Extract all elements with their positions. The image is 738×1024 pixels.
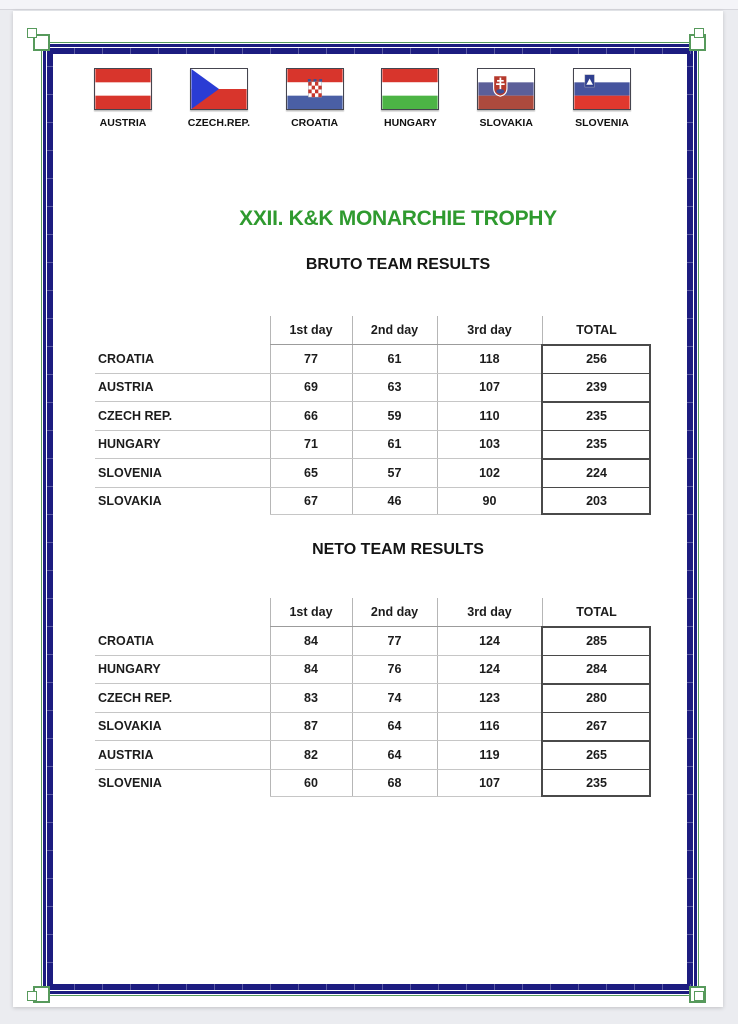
total-score: 285 <box>586 633 607 648</box>
table-header-row <box>95 598 651 626</box>
total-score: 239 <box>586 380 607 395</box>
team-name: CZECH REP. <box>98 690 173 705</box>
day3-score: 124 <box>479 662 500 677</box>
column-header: 3rd day <box>467 605 512 619</box>
flag-label: SLOVAKIA <box>479 117 533 129</box>
total-score: 267 <box>586 719 607 734</box>
team-name: HUNGARY <box>98 662 161 677</box>
austria-flag-icon <box>94 68 152 110</box>
team-name: CROATIA <box>98 351 155 366</box>
flag-label: SLOVENIA <box>575 117 629 129</box>
slovenia-flag-icon <box>573 68 631 110</box>
column-header: TOTAL <box>576 323 617 337</box>
day2-score: 77 <box>387 633 402 648</box>
day1-score: 69 <box>304 380 318 395</box>
day1-score: 77 <box>304 351 318 366</box>
neto-section-heading: NETO TEAM RESULTS <box>312 541 484 558</box>
day3-score: 102 <box>479 465 500 480</box>
column-header: 1st day <box>289 605 333 619</box>
day1-score: 67 <box>304 494 318 509</box>
day2-score: 76 <box>387 662 402 677</box>
table-row <box>95 769 651 798</box>
table-row <box>95 487 651 516</box>
day1-score: 87 <box>304 719 318 734</box>
flag-label: HUNGARY <box>384 117 437 129</box>
flag-item-croatia <box>284 68 346 129</box>
day2-score: 64 <box>387 719 402 734</box>
column-header: 2nd day <box>370 323 419 337</box>
table-row <box>95 684 651 713</box>
neto-results-table <box>95 598 651 797</box>
bruto-section-heading: BRUTO TEAM RESULTS <box>305 256 491 273</box>
day1-score: 65 <box>304 465 318 480</box>
column-header: 3rd day <box>467 323 512 337</box>
table-row <box>95 402 651 431</box>
day2-score: 61 <box>387 351 402 366</box>
day2-score: 61 <box>387 437 402 452</box>
day3-score: 118 <box>479 351 500 366</box>
day3-score: 103 <box>479 437 500 452</box>
total-score: 256 <box>586 351 607 366</box>
team-name: SLOVAKIA <box>98 719 162 734</box>
total-score: 280 <box>586 690 607 705</box>
document-page <box>13 11 723 1007</box>
total-score: 235 <box>586 408 607 423</box>
team-name: AUSTRIA <box>98 380 154 395</box>
day2-score: 64 <box>387 747 402 762</box>
flag-item-slovakia <box>475 68 537 129</box>
total-score: 265 <box>586 747 607 762</box>
flag-label: AUSTRIA <box>99 117 147 129</box>
total-score: 203 <box>586 494 607 509</box>
flag-item-austria <box>92 68 154 129</box>
day1-score: 71 <box>304 437 318 452</box>
day3-score: 123 <box>479 690 500 705</box>
total-score: 235 <box>586 437 607 452</box>
day1-score: 82 <box>304 747 318 762</box>
table-row <box>95 712 651 741</box>
page-title: XXII. K&K MONARCHIE TROPHY <box>239 207 557 230</box>
total-score: 235 <box>586 776 607 791</box>
day3-score: 107 <box>479 380 500 395</box>
team-name: HUNGARY <box>98 437 161 452</box>
flags-row <box>92 68 633 129</box>
team-name: SLOVAKIA <box>98 494 162 509</box>
day1-score: 83 <box>304 690 318 705</box>
day3-score: 119 <box>479 747 500 762</box>
team-name: SLOVENIA <box>98 776 162 791</box>
slovakia-flag-icon <box>477 68 535 110</box>
day1-score: 84 <box>304 633 318 648</box>
column-header: 1st day <box>289 323 333 337</box>
total-score: 284 <box>586 662 607 677</box>
day2-score: 57 <box>387 465 402 480</box>
table-row <box>95 627 651 656</box>
day3-score: 107 <box>479 776 500 791</box>
day2-score: 63 <box>387 380 402 395</box>
day2-score: 59 <box>387 408 402 423</box>
viewer-top-strip <box>0 0 738 10</box>
page-border-frame <box>41 42 699 996</box>
total-score: 224 <box>586 465 607 480</box>
day2-score: 74 <box>387 690 402 705</box>
hungary-flag-icon <box>381 68 439 110</box>
table-header-row <box>95 316 651 344</box>
team-name: AUSTRIA <box>98 747 154 762</box>
day1-score: 60 <box>304 776 318 791</box>
bruto-results-table <box>95 316 651 515</box>
day3-score: 110 <box>479 408 500 423</box>
croatia-flag-icon <box>286 68 344 110</box>
team-name: SLOVENIA <box>98 465 162 480</box>
day2-score: 46 <box>387 494 402 509</box>
table-row <box>95 459 651 488</box>
team-name: CZECH REP. <box>98 408 173 423</box>
flag-item-hungary <box>379 68 441 129</box>
flag-label: CZECH.REP. <box>187 117 251 129</box>
flag-item-slovenia <box>571 68 633 129</box>
table-row <box>95 430 651 459</box>
column-header: TOTAL <box>576 605 617 619</box>
czech-republic-flag-icon <box>190 68 248 110</box>
day1-score: 84 <box>304 662 318 677</box>
table-row <box>95 655 651 684</box>
day2-score: 68 <box>387 776 402 791</box>
column-header: 2nd day <box>370 605 419 619</box>
table-row <box>95 373 651 402</box>
team-name: CROATIA <box>98 633 155 648</box>
day3-score: 90 <box>482 494 497 509</box>
day3-score: 116 <box>479 719 500 734</box>
day1-score: 66 <box>304 408 318 423</box>
flag-item-czech-republic <box>188 68 250 129</box>
table-row <box>95 345 651 374</box>
day3-score: 124 <box>479 633 500 648</box>
flag-label: CROATIA <box>291 117 339 129</box>
table-row <box>95 741 651 770</box>
